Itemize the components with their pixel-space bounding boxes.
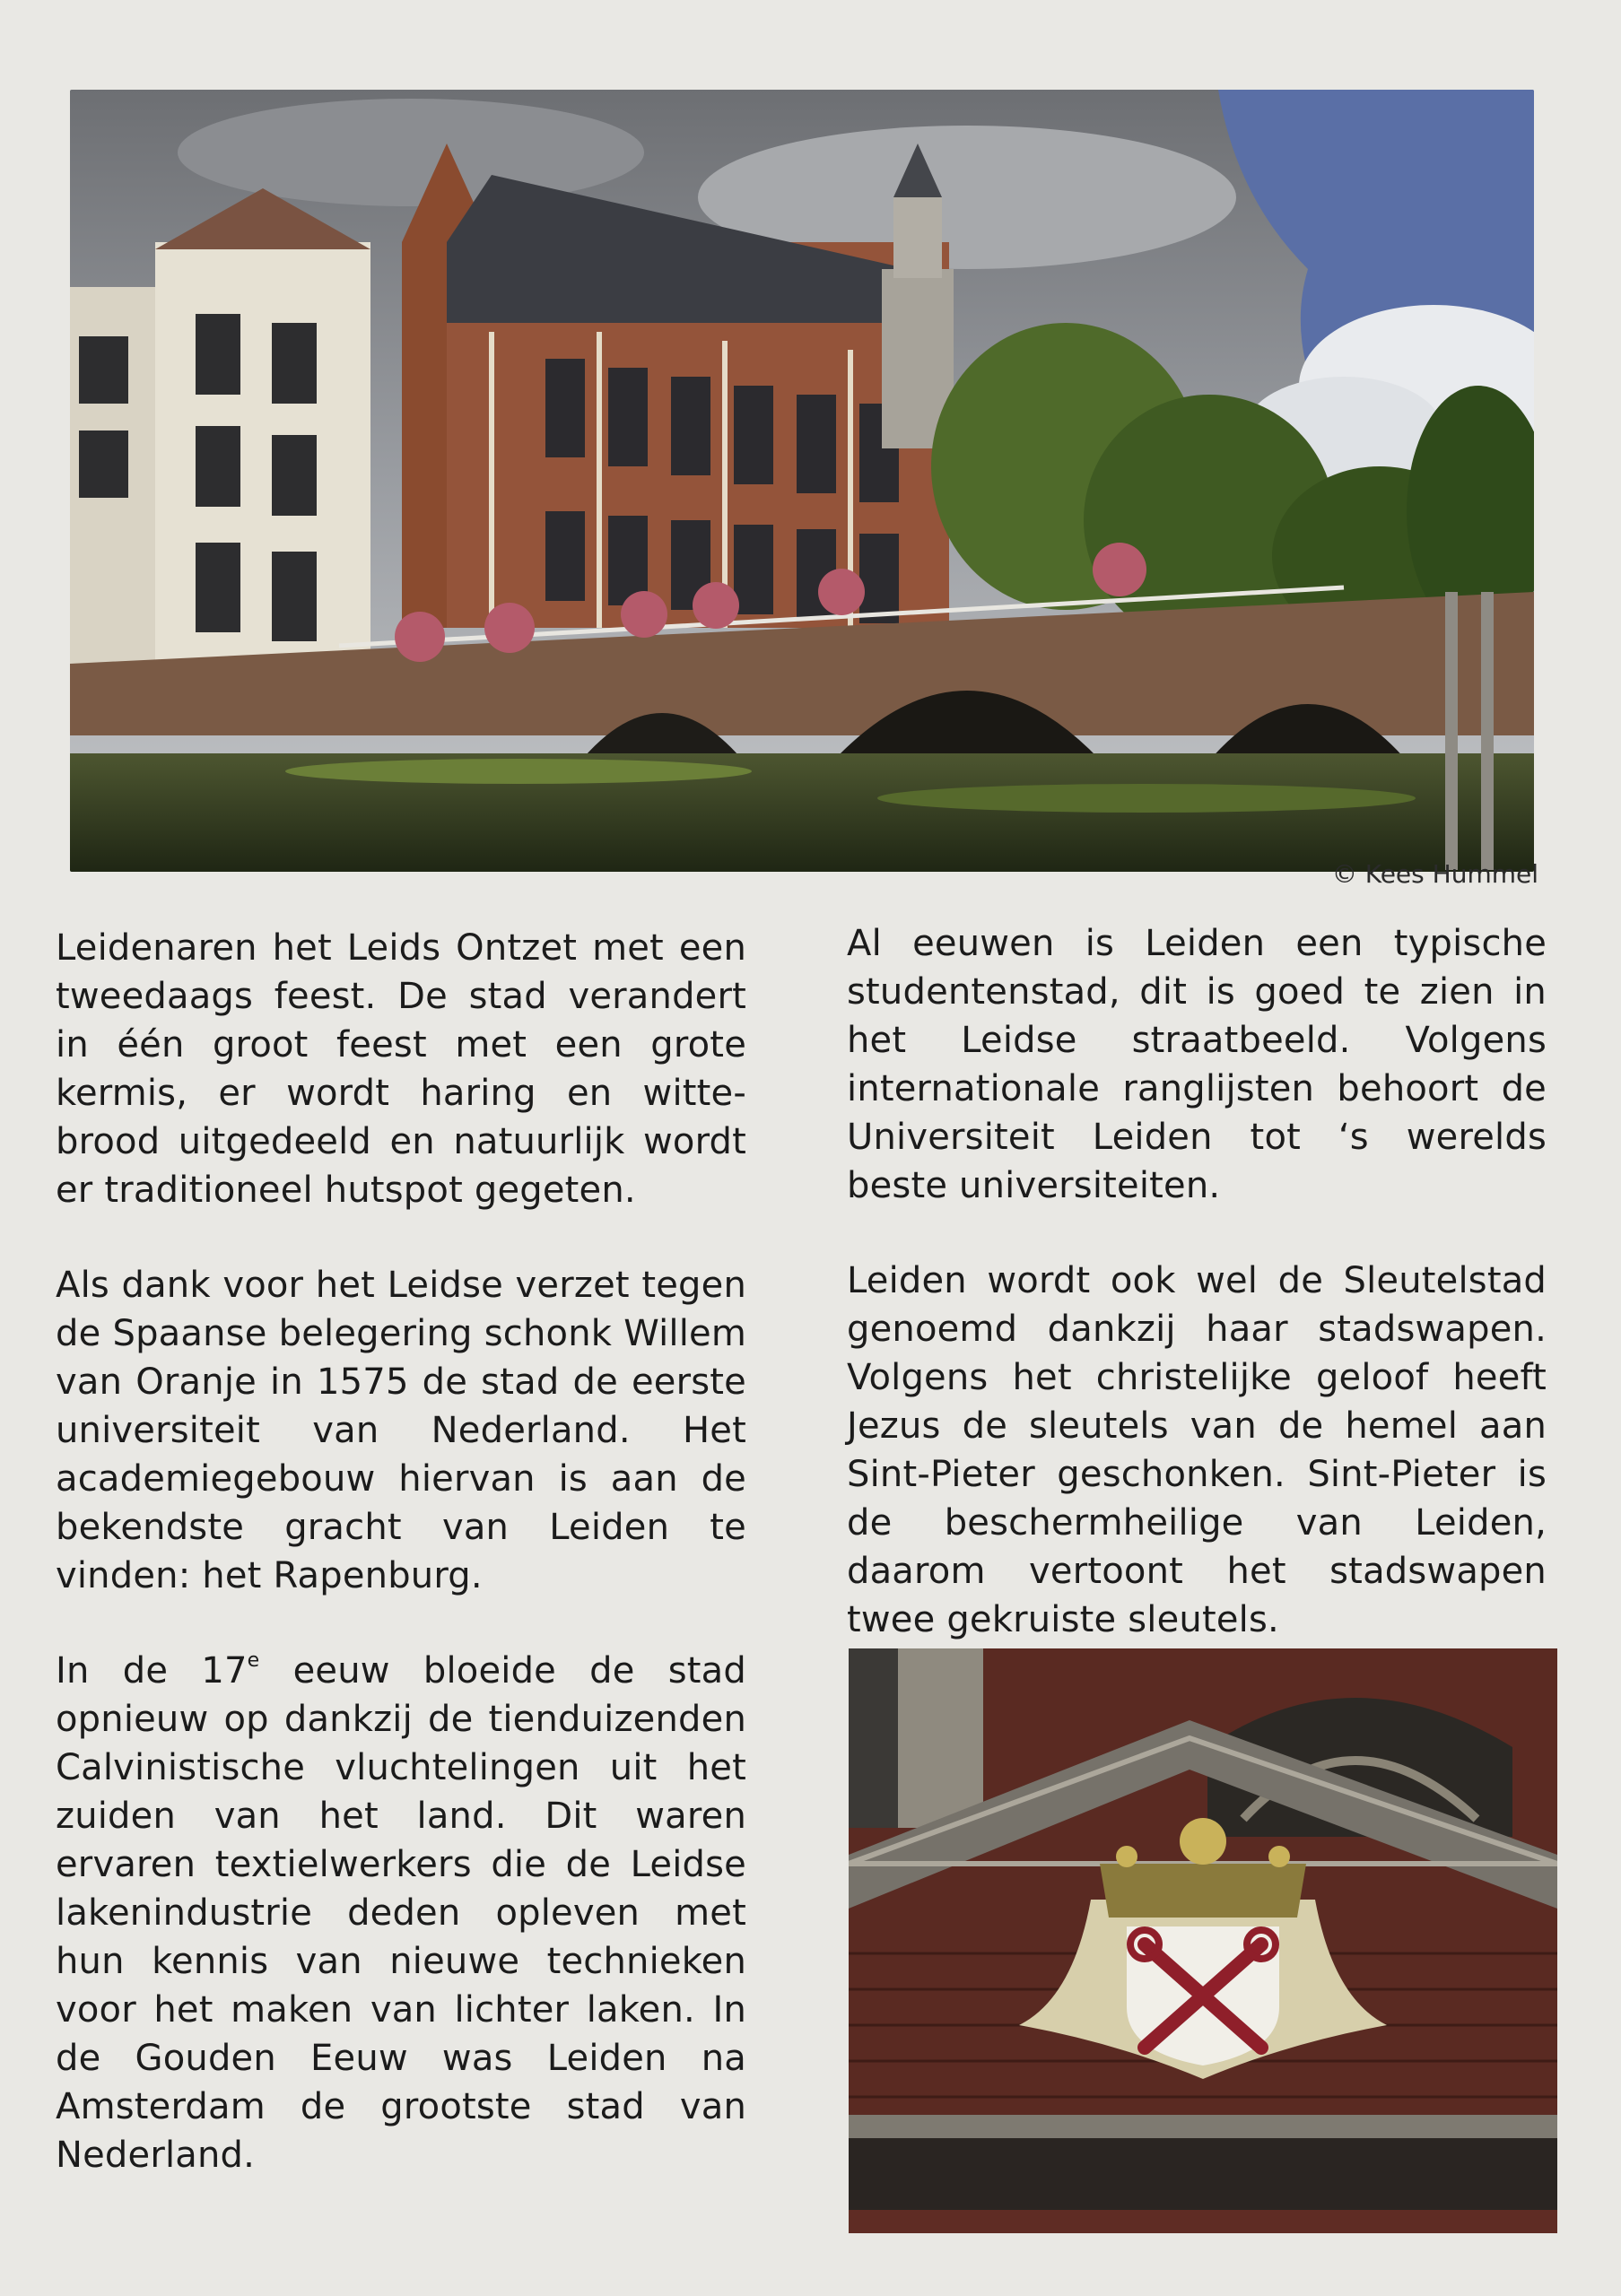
photo-credit: © Kees Hummel [1331,859,1538,889]
paragraph-university: Als dank voor het Leidse verzet tegen de Spaanse belegering schonk Willem van Oranje in 1575 de stad de eerste universiteit van Nederland. Het academiegebouw hiervan is aan de bekendste gracht van Leiden te vinden: het Rapenburg. [56,1265,746,1596]
paragraph-festival: Leidenaren het Leids Ontzet met een tweedaags feest. De stad verandert in één groot feest met een grote kermis, er wordt haring en witte-brood uitgedeeld en natuurlijk wordt er traditioneel hutspot gegeten. [56,927,746,1211]
right-text-column [847,919,1547,1691]
paragraph-student-city: Al eeuwen is Leiden een typische studentenstad, dit is goed te zien in het Leidse straatbeeld. Volgens internationale ranglijsten behoort de Universiteit Leiden tot ‘s werelds beste universiteiten. [847,923,1547,1206]
paragraph-key-city: Leiden wordt ook wel de Sleutelstad genoemd dankzij haar stadswapen. Volgens het christelijke geloof heeft Jezus de sleutels van de hemel aan Sint-Pieter geschonken. Sint-Pieter is de beschermheilige van Leiden, daarom vertoont het stadswapen twee gekruiste sleutels. [847,1260,1547,1640]
canal-bridge-photo [70,90,1534,872]
left-text-column [56,924,746,2226]
paragraph-golden-age: In de 17e eeuw bloeide de stad opnieuw op dankzij de tienduizenden Calvinistische vluchtelingen uit het zuiden van het land. Dit waren ervaren textielwerkers die de Leidse lakenindustrie deden opleven met hun kennis van nieuwe technieken voor het maken van lichter laken. In de Gouden Eeuw was Leiden na Amsterdam de grootste stad van Nederland. [56,1648,746,2176]
leiden-coat-of-arms-photo [849,1648,1557,2233]
